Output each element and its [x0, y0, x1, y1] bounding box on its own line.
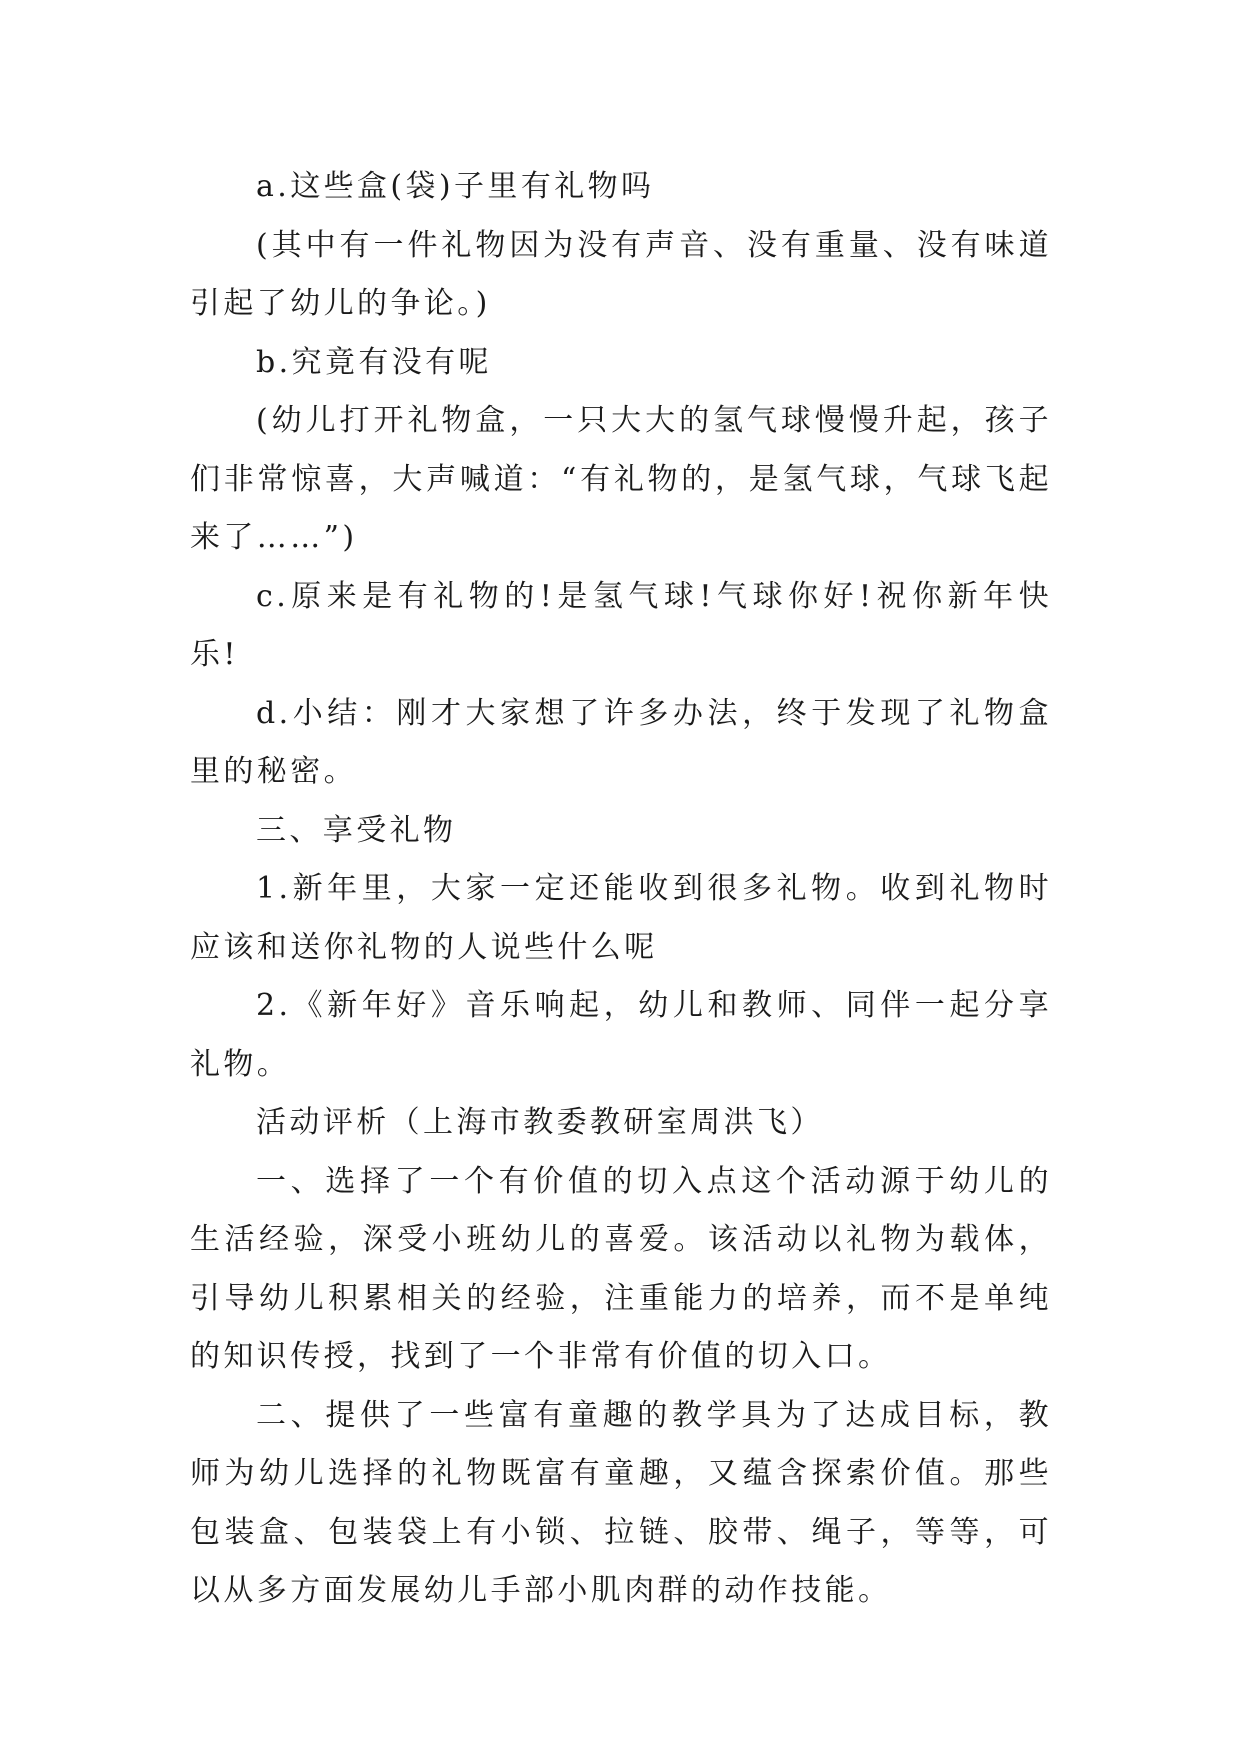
paragraph: a.这些盒(袋)子里有礼物吗 [256, 169, 655, 204]
paragraph: 2.《新年好》音乐响起，幼儿和教师、同伴一起分享礼物。 [190, 988, 1052, 1082]
paragraph: 1.新年里，大家一定还能收到很多礼物。收到礼物时应该和送你礼物的人说些什么呢 [190, 871, 1052, 965]
paragraph: b.究竟有没有呢 [256, 344, 492, 380]
section-heading: 活动评析（上海市教委教研室周洪飞） [256, 1105, 824, 1140]
paragraph: (幼儿打开礼物盒，一只大大的氢气球慢慢升起，孩子们非常惊喜，大声喊道：“有礼物的，是氢气球，气球飞起来了……”) [190, 403, 1052, 555]
section-heading: 三、享受礼物 [256, 812, 457, 848]
paragraph: 二、提供了一些富有童趣的教学具为了达成目标，教师为幼儿选择的礼物既富有童趣，又蕴含探索价值。那些包装盒、包装袋上有小锁、拉链、胶带、绳子，等等，可以从多方面发展幼儿手部小肌肉群的动作技能。 [190, 1397, 1052, 1608]
paragraph: c.原来是有礼物的!是氢气球!气球你好!祝你新年快乐! [190, 578, 1052, 672]
paragraph: d.小结：刚才大家想了许多办法，终于发现了礼物盒里的秘密。 [190, 695, 1052, 789]
paragraph: 一、选择了一个有价值的切入点这个活动源于幼儿的生活经验，深受小班幼儿的喜爱。该活动以礼物为载体，引导幼儿积累相关的经验，注重能力的培养，而不是单纯的知识传授，找到了一个非常有价值的切入口。 [190, 1163, 1052, 1374]
document-body [190, 158, 1052, 1621]
paragraph: (其中有一件礼物因为没有声音、没有重量、没有味道引起了幼儿的争论。) [190, 227, 1052, 321]
